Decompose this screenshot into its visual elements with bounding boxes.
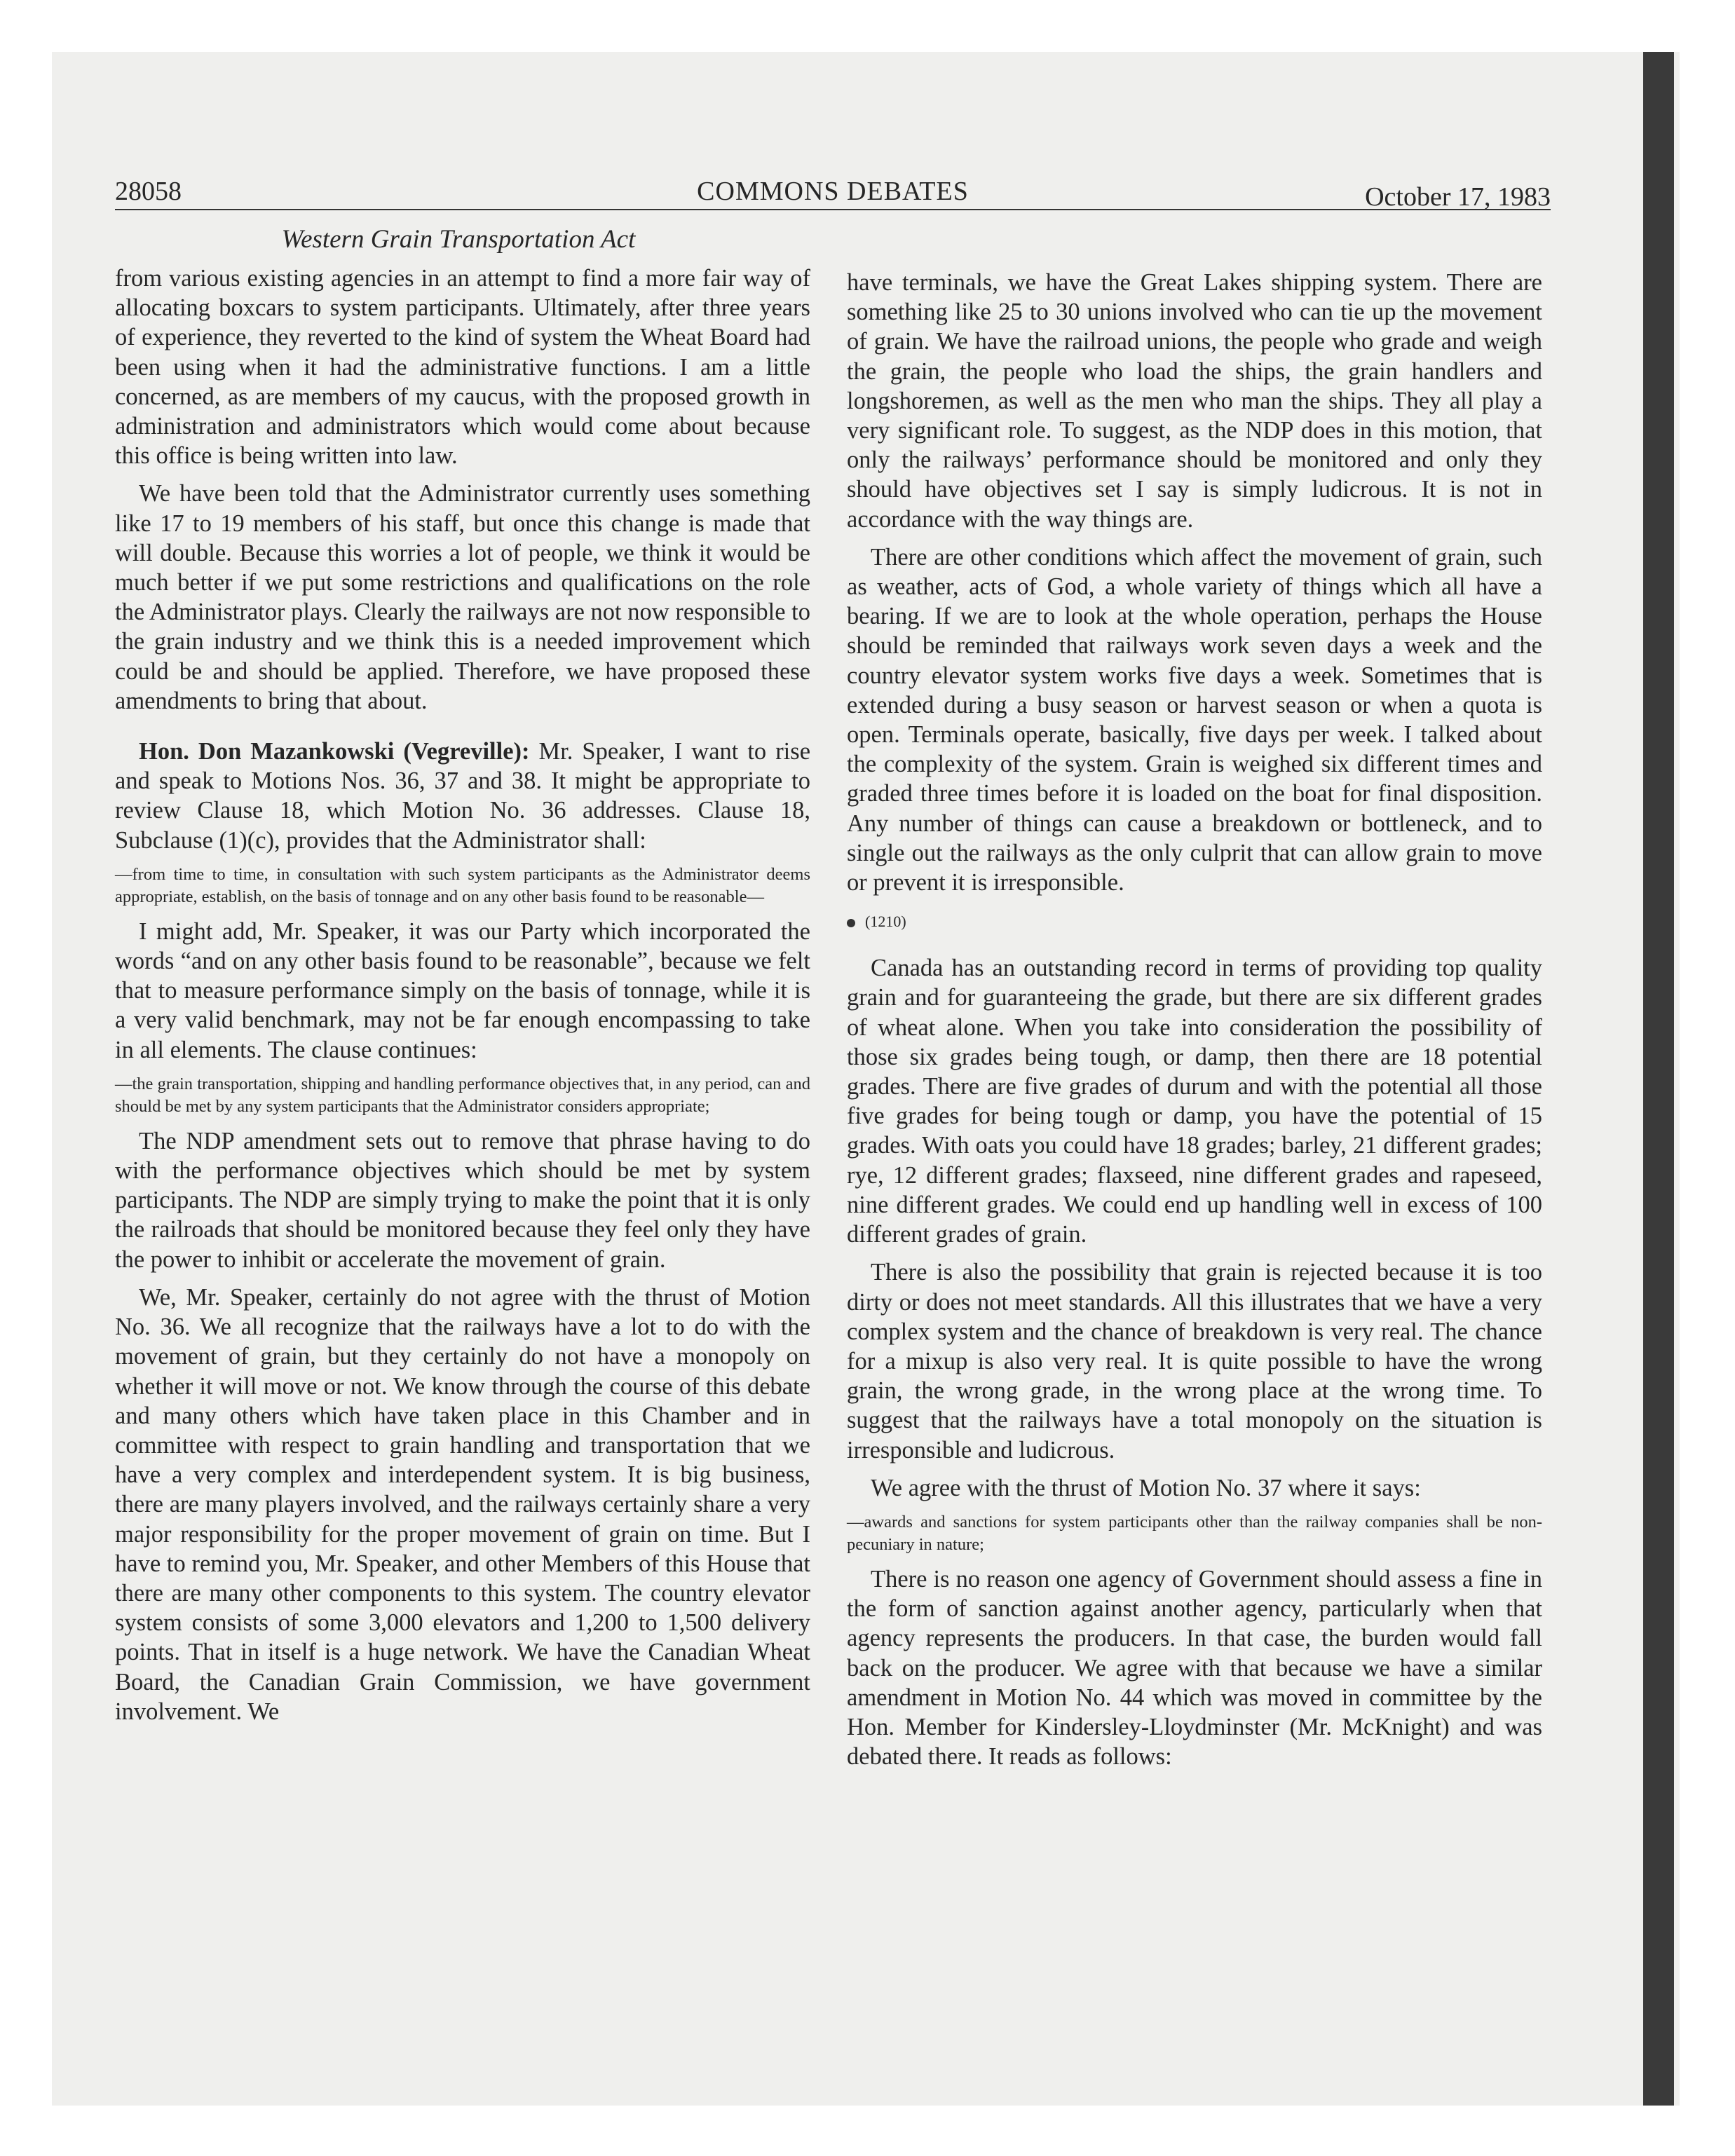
journal-title: COMMONS DEBATES — [697, 177, 969, 206]
paragraph: There is no reason one agency of Government should assess a fine in the form of sanction against another agency, particularly when that agency represents the producers. In that case, the burden would fall back on the producer. We agree with that because we have a similar amendment in Motion No. 44 which was moved in committee by the Hon. Member for Kindersley-Lloydminster (Mr. McKnight) and was debated there. It reads as follows: — [847, 1565, 1542, 1770]
timestamp: (1210) — [865, 913, 906, 931]
header-rule — [115, 209, 1551, 210]
speaker-name: Hon. Don Mazankowski (Vegreville): — [139, 738, 530, 765]
block-quote: —the grain transportation, shipping and handling performance objectives that, in any period, can and should be met by any system participants that the Administrator considers appropriate; — [115, 1074, 810, 1116]
paragraph: have terminals, we have the Great Lakes shipping system. There are something like 25 to 30 unions involved who can tie up the movement of grain. We have the railroad unions, the people who grade and weigh the grain, the people who load the ships, the grain handlers and longshoremen, as well as the men who man the ships. They all play a very significant role. To suggest, as the NDP does in this motion, that only the railways’ performance should be monitored and only they should have objectives set I say is simply ludicrous. It is not in accordance with the way things are. — [847, 269, 1542, 533]
bullet-icon — [847, 919, 855, 927]
paragraph: There are other conditions which affect the movement of grain, such as weather, acts of God, a whole variety of things which all have a bearing. If we are to look at the whole operation, perhaps the House should be reminded that railways work seven days a week and the country elevator system works five days a week. Sometimes that is extended during a busy season or harvest season or when a quota is open. Terminals operate, basically, five days per week. I talked about the complexity of the system. Grain is weighed six different times and graded three times before it is loaded on the boat for final disposition. Any number of things can cause a breakdown or bottleneck, and to single out the railways as the only culprit that can allow grain to move or prevent it is irresponsible. — [847, 543, 1542, 896]
page-header — [115, 174, 1551, 212]
scan-edge-shadow — [1643, 52, 1674, 2106]
block-quote: —from time to time, in consultation with such system participants as the Administrator deems appropriate, establish, on the basis of tonnage and on any other basis found to be reasonable— — [115, 864, 810, 906]
paragraph: I might add, Mr. Speaker, it was our Party which incorporated the words “and on any other basis found to be reasonable”, because we felt that to measure performance simply on the basis of tonnage, while it is a very valid benchmark, may not be far enough encompassing to take in all elements. The clause continues: — [115, 917, 810, 1063]
paragraph: Canada has an outstanding record in terms of providing top quality grain and for guaranteeing the grade, but there are six different grades of wheat alone. When you take into consideration the possibility of those six grades being tough, or damp, then there are 18 potential grades. There are five grades of durum and with the potential all those five grades for being tough or damp, you have the potential of 15 grades. With oats you could have 18 grades; barley, 21 different grades; rye, 12 different grades; flaxseed, nine different grades and rapeseed, nine different grades. We could end up handling well in excess of 100 different grades of grain. — [847, 955, 1542, 1248]
right-column — [847, 268, 1542, 1771]
paragraph: We have been told that the Administrator currently uses something like 17 to 19 members of his staff, but once this change is made that will double. Because this worries a lot of people, we think it would be much better if we put some restrictions and qualifications on the role the Administrator plays. Clearly the railways are not now responsible to the grain industry and we think this is a needed improvement which could be and should be applied. Therefore, we have proposed these amendments to bring that about. — [115, 480, 810, 714]
page-number: 28058 — [115, 177, 182, 206]
publication-date: October 17, 1983 — [1365, 182, 1551, 212]
paragraph: There is also the possibility that grain is rejected because it is too dirty or does not meet standards. All this illustrates that we have a very complex system and the chance of breakdown is very real. The chance for a mixup is also very real. It is quite possible to have the wrong grain, the wrong grade, in the wrong place at the wrong time. To suggest that the railways have a total monopoly on the situation is irresponsible and ludicrous. — [847, 1259, 1542, 1464]
block-quote: —awards and sanctions for system participants other than the railway companies shall be non-pecuniary in nature; — [847, 1512, 1542, 1554]
paragraph: from various existing agencies in an attempt to find a more fair way of allocating boxcars to system participants. Ultimately, after three years of experience, they reverted to the kind of system the Wheat Board had been using when it had the administrative functions. I am a little concerned, as are members of my caucus, with the proposed growth in administration and administrators which would come about because this office is being written into law. — [115, 265, 810, 470]
speech-paragraph — [115, 737, 810, 855]
running-title: Western Grain Transportation Act — [281, 225, 636, 254]
paragraph: We, Mr. Speaker, certainly do not agree with the thrust of Motion No. 36. We all recognize that the railways have a lot to do with the movement of grain, but they certainly do not have a monopoly on whether it will move or not. We know through the course of this debate and many others which have taken place in this Chamber and in committee with respect to grain handling and transportation that we have a very complex and interdependent system. It is big business, there are many players involved, and the railways certainly share a very major responsibility for the proper movement of grain on time. But I have to remind you, Mr. Speaker, and other Members of this House that there are many other components to this system. The country elevator system consists of some 3,000 elevators and 1,200 to 1,500 delivery points. That in itself is a huge network. We have the Canadian Wheat Board, the Canadian Grain Commission, we have government involvement. We — [115, 1283, 810, 1725]
speech-text: Mr. Speaker, I want to rise and speak to Motions Nos. 36, 37 and 38. It might be appropriate to review Clause 18, which Motion No. 36 addresses. Clause 18, Subclause (1)(c), provides that the Administrator shall: — [115, 738, 811, 854]
left-column — [115, 264, 810, 1726]
paragraph: We agree with the thrust of Motion No. 37 where it says: — [871, 1474, 1421, 1501]
paragraph: The NDP amendment sets out to remove that phrase having to do with the performance objectives which should be met by system participants. The NDP are simply trying to make the point that it is only the railroads that should be monitored because they feel only they have the power to inhibit or accelerate the movement of grain. — [115, 1127, 810, 1273]
timestamp-marker — [847, 911, 1542, 932]
